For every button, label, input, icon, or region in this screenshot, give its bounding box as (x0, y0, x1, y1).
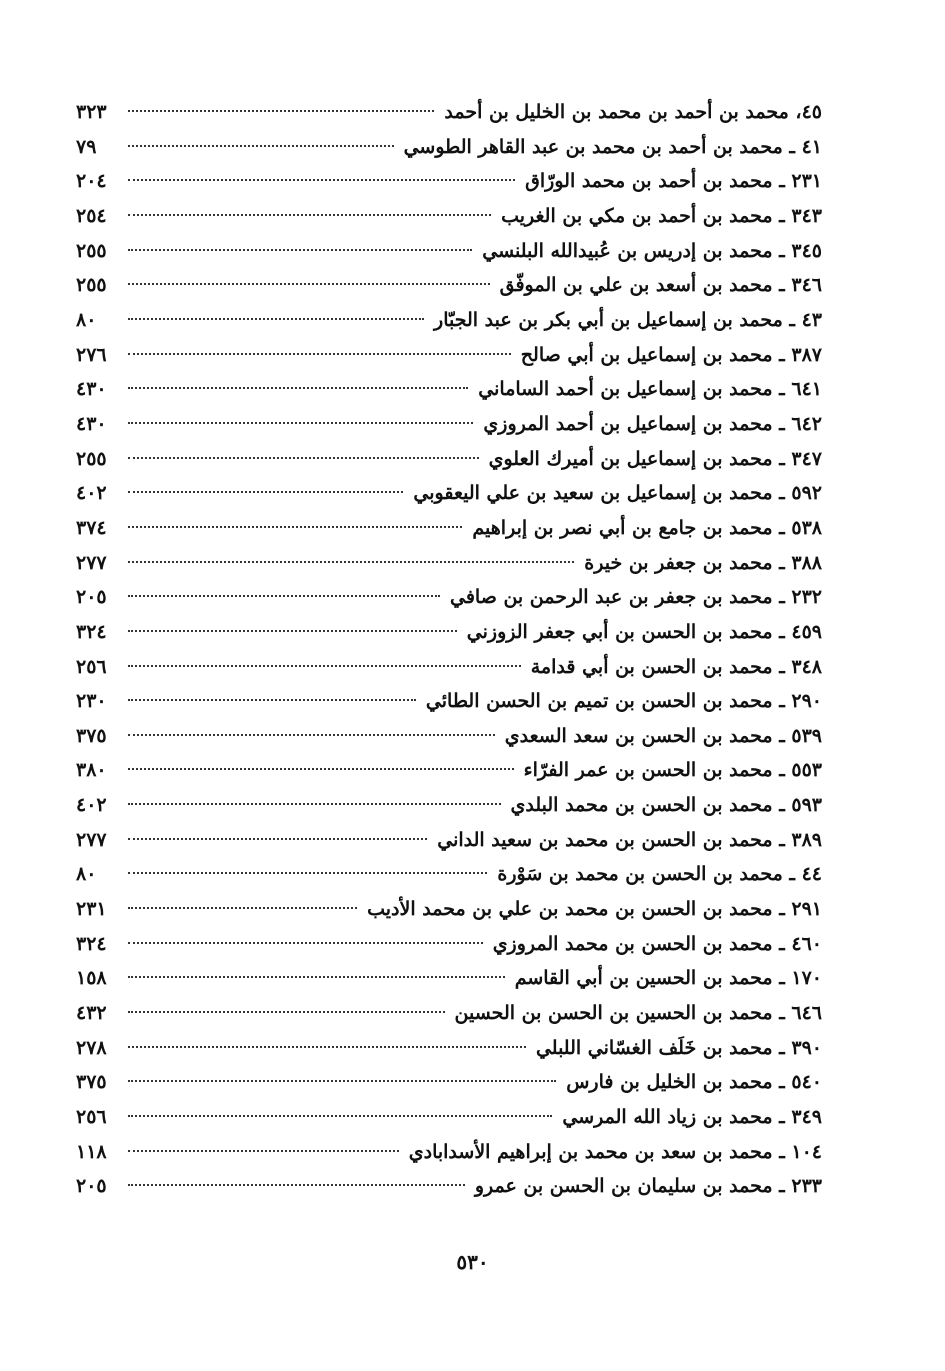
index-entry (76, 719, 822, 754)
index-entry (76, 961, 822, 996)
entry-name: ٣٨٩ ـ محمد بن الحسن بن محمد بن سعيد الداني (437, 828, 822, 851)
dot-leader (128, 907, 357, 909)
entry-page-ref: ٤٣٠ (76, 378, 107, 401)
entry-page-ref: ٣٢٣ (76, 101, 107, 123)
entry-name: ٣٤٨ ـ محمد بن الحسن بن أبي قدامة (530, 655, 822, 678)
index-entry (76, 1135, 822, 1170)
entry-name: ٥٩٢ ـ محمد بن إسماعيل بن سعيد بن علي اليعقوبي (413, 482, 822, 505)
index-entry (76, 268, 822, 303)
dot-leader (128, 457, 479, 459)
dot-leader (128, 1184, 465, 1186)
index-entry (76, 199, 822, 234)
entry-name: ٢٩٠ ـ محمد بن الحسن بن تميم بن الحسن الطائي (425, 690, 822, 713)
dot-leader (128, 1115, 552, 1117)
entry-page-ref: ٢٠٥ (76, 1175, 107, 1198)
dot-leader (128, 1080, 556, 1082)
page-number: ٥٣٠ (456, 1250, 489, 1274)
entry-name: ٣٨٧ ـ محمد بن إسماعيل بن أبي صالح (520, 343, 822, 366)
index-entry (76, 927, 822, 962)
entry-name: ٢٣١ ـ محمد بن أحمد بن محمد الورّاق (525, 170, 822, 193)
entry-page-ref: ٢٣١ (76, 898, 107, 921)
entry-page-ref: ٢٣٠ (76, 690, 107, 713)
entry-name: ٦٤٢ ـ محمد بن إسماعيل بن أحمد المروزي (483, 412, 822, 435)
entry-name: ٢٩١ ـ محمد بن الحسن بن محمد بن علي بن محمد الأديب (367, 898, 822, 921)
index-entry (76, 476, 822, 511)
entry-page-ref: ٢٧٦ (76, 343, 107, 366)
index-entry (76, 442, 822, 477)
dot-leader (128, 318, 424, 320)
index-entry (76, 338, 822, 373)
entry-page-ref: ٣٢٤ (76, 932, 107, 955)
dot-leader (128, 1150, 399, 1152)
index-entry (76, 857, 822, 892)
dot-leader (128, 665, 521, 667)
entry-name: ٥٣٩ ـ محمد بن الحسن بن سعد السعدي (504, 724, 822, 747)
dot-leader (128, 214, 491, 216)
index-entry (76, 1169, 822, 1204)
entry-page-ref: ٢٧٧ (76, 551, 107, 574)
entry-page-ref: ٧٩ (76, 135, 97, 158)
entry-name: ٢٣٢ ـ محمد بن جعفر بن عبد الرحمن بن صافي (449, 586, 822, 609)
entry-page-ref: ٢٥٤ (76, 204, 107, 227)
entry-page-ref: ٤٠٢ (76, 794, 107, 817)
entry-page-ref: ٤٣٠ (76, 412, 107, 435)
index-entry (76, 1100, 822, 1135)
index-entry (76, 164, 822, 199)
entry-name: ٥٤٠ ـ محمد بن الخليل بن فارس (566, 1071, 822, 1094)
dot-leader (128, 1011, 445, 1013)
entry-name: ٣٤٩ ـ محمد بن زياد الله المرسي (562, 1106, 822, 1129)
entry-page-ref: ٤٣٢ (76, 1002, 107, 1025)
index-entry (76, 684, 822, 719)
entry-page-ref: ٨٠ (76, 863, 97, 886)
entry-name: ٦٤٦ ـ محمد بن الحسين بن الحسن بن الحسين (454, 1002, 822, 1025)
entry-name: ٤٥، محمد بن أحمد بن محمد بن الخليل بن أحمد (444, 101, 822, 123)
index-entry (76, 546, 822, 581)
index-entry (76, 1031, 822, 1066)
dot-leader (128, 976, 505, 978)
entry-name: ٤٤ ـ محمد بن الحسن بن محمد بن سَوْرة (497, 863, 822, 886)
entry-page-ref: ٢٥٥ (76, 447, 107, 470)
dot-leader (128, 942, 483, 944)
entry-page-ref: ٣٨٠ (76, 759, 107, 782)
dot-leader (128, 803, 501, 805)
index-entry (76, 407, 822, 442)
entry-name: ٥٩٣ ـ محمد بن الحسن بن محمد البلدي (510, 794, 822, 817)
dot-leader (128, 110, 434, 112)
dot-leader (128, 491, 403, 493)
entry-page-ref: ٨٠ (76, 308, 97, 331)
dot-leader (128, 1046, 526, 1048)
dot-leader (128, 422, 473, 424)
entry-page-ref: ٢٥٥ (76, 239, 107, 262)
entry-name: ٤٦٠ ـ محمد بن الحسن بن محمد المروزي (492, 932, 822, 955)
dot-leader (128, 630, 457, 632)
index-entry (76, 892, 822, 927)
index-entry (76, 1065, 822, 1100)
entry-page-ref: ٢٠٤ (76, 170, 107, 193)
entry-name: ٥٣٨ ـ محمد بن جامع بن أبي نصر بن إبراهيم (472, 516, 822, 539)
entry-page-ref: ٢٧٧ (76, 828, 107, 851)
dot-leader (128, 699, 416, 701)
dot-leader (128, 353, 511, 355)
entry-page-ref: ٢٠٥ (76, 586, 107, 609)
entry-page-ref: ٢٥٥ (76, 274, 107, 297)
entry-name: ٢٣٣ ـ محمد بن سليمان بن الحسن بن عمرو (474, 1175, 822, 1198)
entry-name: ٣٤٥ ـ محمد بن إدريس بن عُبيدالله البلنسي (482, 239, 822, 262)
dot-leader (128, 387, 468, 389)
entry-name: ٣٤٣ ـ محمد بن أحمد بن مكي بن الغريب (501, 204, 822, 227)
entry-name: ٦٤١ ـ محمد بن إسماعيل بن أحمد الساماني (478, 378, 822, 401)
dot-leader (128, 872, 487, 874)
entry-name: ٣٩٠ ـ محمد بن خَلَف الغسّاني اللبلي (535, 1036, 822, 1059)
dot-leader (128, 179, 515, 181)
entry-page-ref: ١١٨ (76, 1140, 107, 1163)
index-entry (76, 303, 822, 338)
index-entry (76, 372, 822, 407)
index-entry (76, 234, 822, 269)
dot-leader (128, 595, 440, 597)
index-list (76, 95, 822, 1204)
index-entry (76, 95, 822, 130)
entry-name: ١٧٠ ـ محمد بن الحسين بن أبي القاسم (514, 967, 822, 990)
index-entry (76, 650, 822, 685)
entry-name: ٣٨٨ ـ محمد بن جعفر بن خيرة (584, 551, 822, 574)
dot-leader (128, 283, 490, 285)
index-entry (76, 615, 822, 650)
dot-leader (128, 249, 472, 251)
entry-page-ref: ٤٠٢ (76, 482, 107, 505)
entry-name: ٣٤٧ ـ محمد بن إسماعيل بن أميرك العلوي (488, 447, 822, 470)
entry-page-ref: ٢٥٦ (76, 655, 107, 678)
dot-leader (128, 838, 427, 840)
entry-name: ٣٤٦ ـ محمد بن أسعد بن علي بن الموفّق (499, 274, 822, 297)
dot-leader (128, 526, 462, 528)
entry-name: ٥٥٣ ـ محمد بن الحسن بن عمر الفرّاء (523, 759, 822, 782)
index-entry (76, 580, 822, 615)
dot-leader (128, 145, 394, 147)
entry-page-ref: ١٥٨ (76, 967, 107, 990)
entry-name: ٤١ ـ محمد بن أحمد بن محمد بن عبد القاهر الطوسي (403, 135, 822, 158)
entry-page-ref: ٣٢٤ (76, 620, 107, 643)
index-entry (76, 753, 822, 788)
entry-page-ref: ٣٧٤ (76, 516, 107, 539)
index-entry (76, 788, 822, 823)
entry-page-ref: ٣٧٥ (76, 1071, 107, 1094)
entry-name: ٤٣ ـ محمد بن إسماعيل بن أبي بكر بن عبد الجبّار (434, 308, 822, 331)
entry-page-ref: ٢٥٦ (76, 1106, 107, 1129)
entry-name: ١٠٤ ـ محمد بن سعد بن محمد بن إبراهيم الأسدابادي (408, 1140, 822, 1163)
dot-leader (128, 768, 514, 770)
index-entry (76, 823, 822, 858)
index-entry (76, 130, 822, 165)
dot-leader (128, 734, 495, 736)
entry-name: ٤٥٩ ـ محمد بن الحسن بن أبي جعفر الزوزني (466, 620, 822, 643)
dot-leader (128, 561, 574, 563)
entry-page-ref: ٢٧٨ (76, 1036, 107, 1059)
entry-page-ref: ٣٧٥ (76, 724, 107, 747)
index-entry (76, 511, 822, 546)
index-entry (76, 996, 822, 1031)
